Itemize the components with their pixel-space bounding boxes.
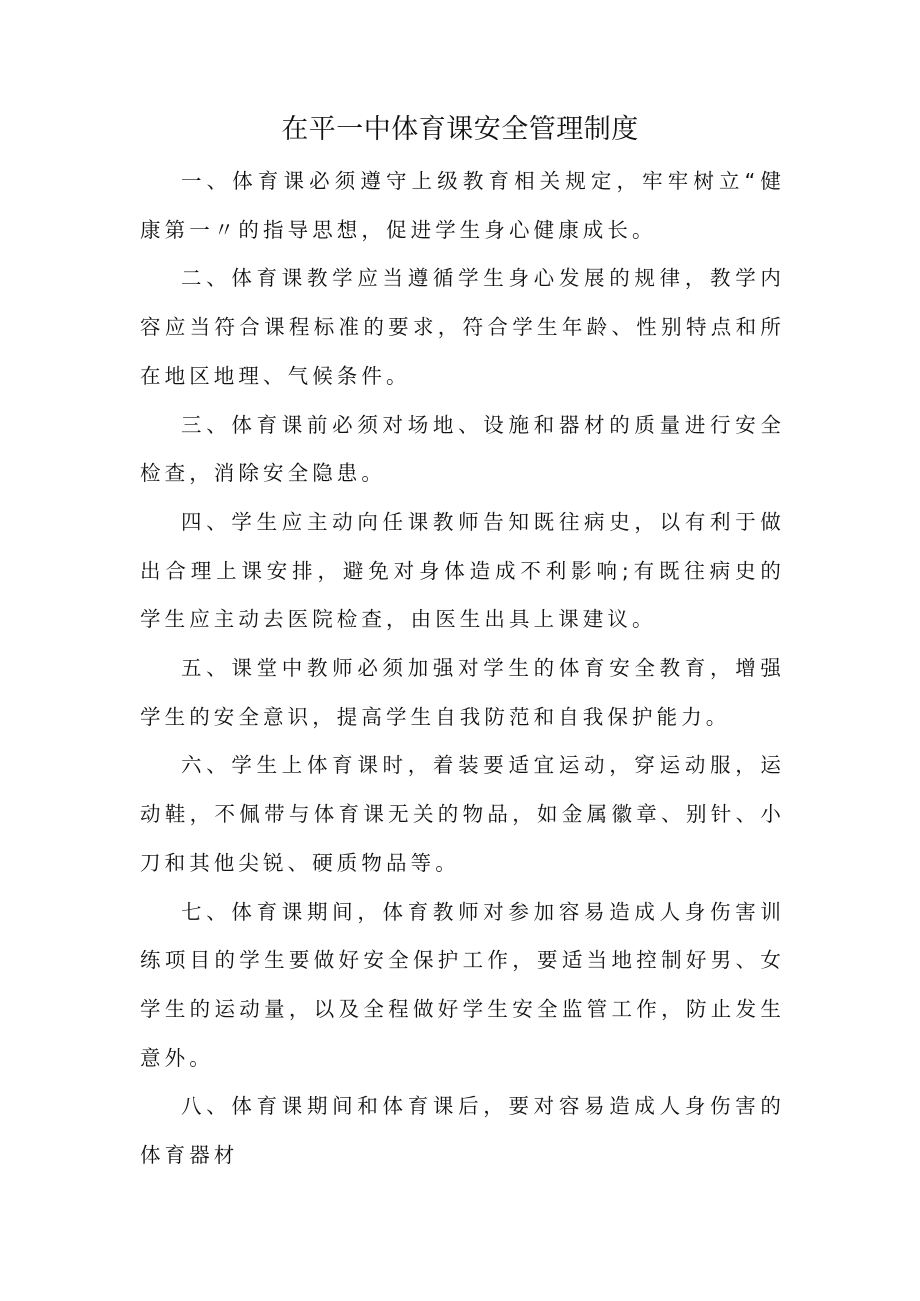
paragraph-6: 六、学生上体育课时，着装要适宜运动，穿运动服，运动鞋，不佩带与体育课无关的物品，如金属徽章、别针、小刀和其他尖锐、硬质物品等。 xyxy=(140,753,785,875)
paragraph-8: 八、体育课期间和体育课后，要对容易造成人身伤害的体育器材 xyxy=(140,1094,785,1168)
paragraph-5: 五、课堂中教师必须加强对学生的体育安全教育，增强学生的安全意识，提高学生自我防范和自我保护能力。 xyxy=(140,656,785,729)
document-body xyxy=(140,157,785,1180)
document-title: 在平一中体育课安全管理制度 xyxy=(281,114,639,145)
paragraph-3: 三、体育课前必须对场地、设施和器材的质量进行安全检查，消除安全隐患。 xyxy=(140,412,785,486)
paragraph-1: 一、体育课必须遵守上级教育相关规定，牢牢树立“健康第一〃的指导思想，促进学生身心健康成长。 xyxy=(140,169,785,242)
paragraph-2: 二、体育课教学应当遵循学生身心发展的规律，教学内容应当符合课程标准的要求，符合学生年龄、性别特点和所在地区地理、气候条件。 xyxy=(140,266,785,388)
paragraph-4: 四、学生应主动向任课教师告知既往病史，以有利于做出合理上课安排，避免对身体造成不利影响;有既往病史的学生应主动去医院检查，由医生出具上课建议。 xyxy=(140,509,785,632)
paragraph-7: 七、体育课期间，体育教师对参加容易造成人身伤害训练项目的学生要做好安全保护工作，要适当地控制好男、女学生的运动量，以及全程做好学生安全监管工作，防止发生意外。 xyxy=(140,899,785,1070)
